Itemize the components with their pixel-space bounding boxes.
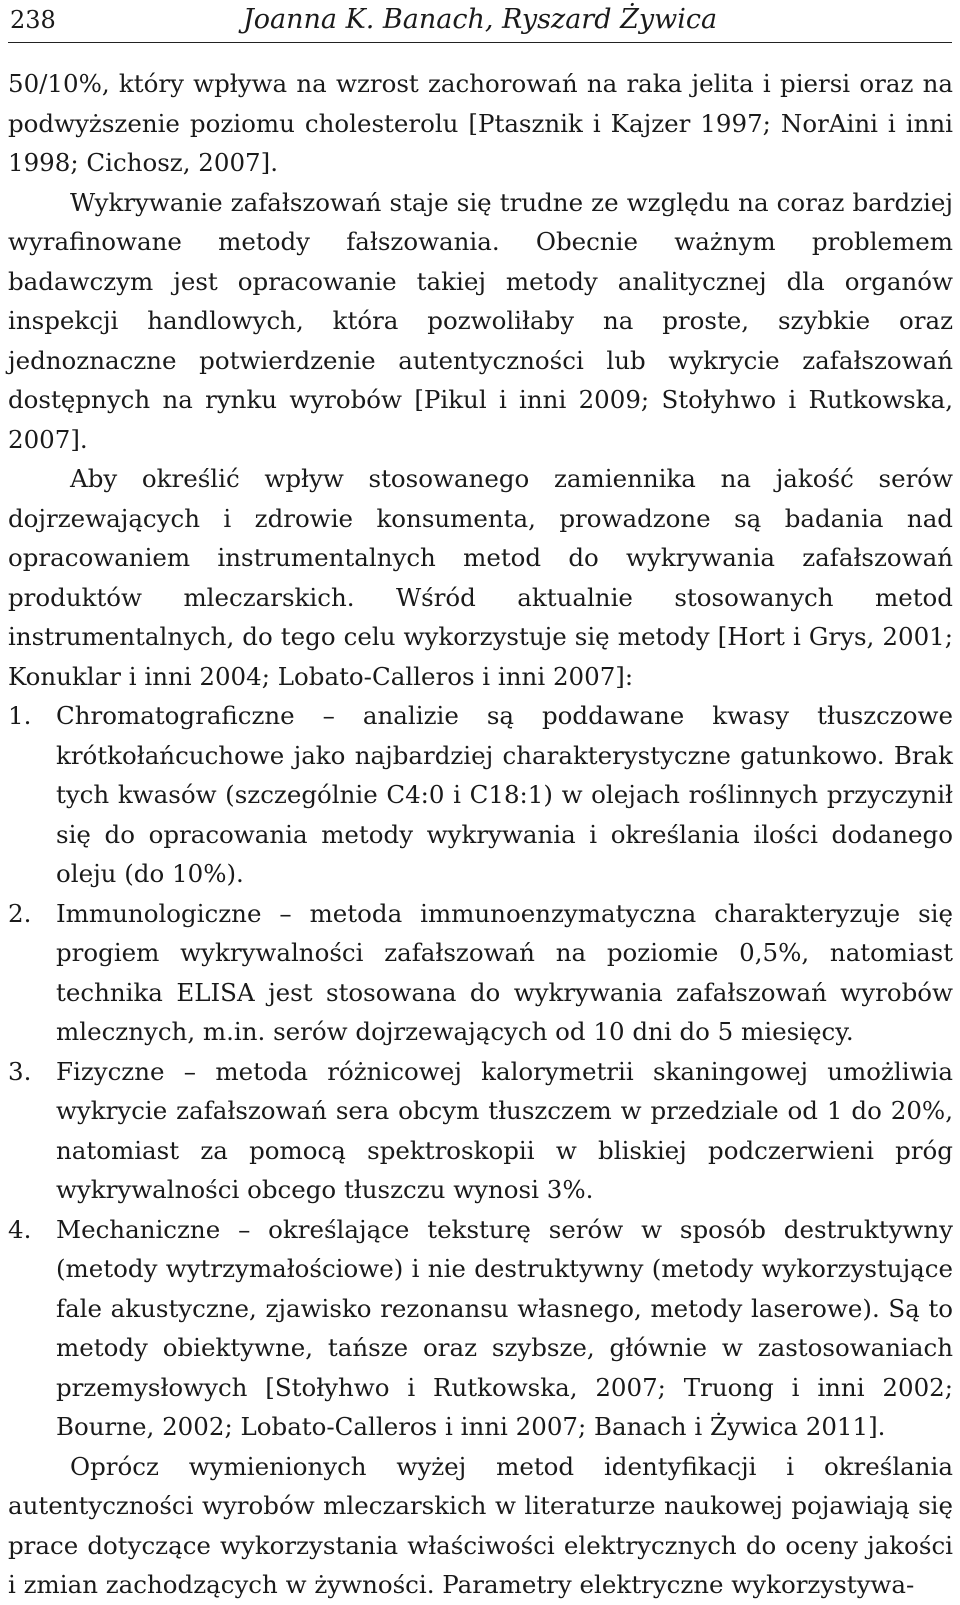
page-header	[8, 0, 952, 43]
list-item	[8, 894, 953, 1052]
list-item-text: Mechaniczne – określające teksturę serów w sposób destruktywny (metody wytrzymałościowe) i nie destruktywny (metody wykorzystujące fale akustyczne, zjawisko rezonansu własnego, metody laserowe). Są to metody obiektywne, tańsze oraz szybsze, głównie w zastosowaniach przemysłowych [Stołyhwo i Rutkowska, 2007; Truong i inni 2002; Bourne, 2002; Lobato-Calleros i inni 2007; Banach i Żywica 2011].	[56, 1214, 953, 1441]
list-item	[8, 696, 953, 894]
list-item-text: Fizyczne – metoda różnicowej kalorymetrii skaningowej umożliwia wykrycie zafałszowań sera obcym tłuszczem w przedziale od 1 do 20%, natomiast za pomocą spektroskopii w bliskiej podczerwieni próg wykrywalności obcego tłuszczu wynosi 3%.	[56, 1056, 953, 1204]
paragraph-electrical-properties: Oprócz wymienionych wyżej metod identyfikacji i określania autentyczności wyrobów mleczarskich w literaturze naukowej pojawiają się prace dotyczące wykorzystania właściwości elektrycznych do oceny jakości i zmian zachodzących w żywności. Parametry elektryczne wykorzystywa-	[8, 1451, 953, 1599]
list-item-text: Immunologiczne – metoda immunoenzymatyczna charakteryzuje się progiem wykrywalności zafałszowań na poziomie 0,5%, natomiast technika ELISA jest stosowana do wykrywania zafałszowań wyrobów mlecznych, m.in. serów dojrzewających od 10 dni do 5 miesięcy.	[56, 898, 953, 1046]
list-item	[8, 1052, 953, 1210]
list-item-number: 4.	[8, 1214, 32, 1244]
list-item-number: 2.	[8, 898, 32, 928]
list-item-number: 1.	[8, 701, 32, 730]
list-item-text: Chromatograficzne – analizie są poddawane kwasy tłuszczowe krótkołańcuchowe jako najbardziej charakterystyczne gatunkowo. Brak tych kwasów (szczególnie C4:0 i C18:1) w olejach roślinnych przyczynił się do opracowania metody wykrywania i określania ilości dodanego oleju (do 10%).	[56, 701, 953, 888]
list-item	[8, 1210, 953, 1447]
paragraph-adulteration-detection: Wykrywanie zafałszowań staje się trudne ze względu na coraz bardziej wyrafinowane metody fałszowania. Obecnie ważnym problemem badawczym jest opracowanie takiej metody analitycznej dla organów inspekcji handlowych, która pozwoliłaby na proste, szybkie oraz jednoznaczne potwierdzenie autentyczności lub wykrycie zafałszowań dostępnych na rynku wyrobów [Pikul i inni 2009; Stołyhwo i Rutkowska, 2007].	[8, 187, 953, 454]
article-body	[8, 64, 953, 1605]
methods-list	[8, 696, 953, 1447]
list-item-number: 3.	[8, 1056, 32, 1086]
paragraph-instrumental-methods: Aby określić wpływ stosowanego zamiennika na jakość serów dojrzewających i zdrowie konsumenta, prowadzone są badania nad opracowaniem instrumentalnych metod do wykrywania zafałszowań produktów mleczarskich. Wśród aktualnie stosowanych metod instrumentalnych, do tego celu wykorzystuje się metody [Hort i Grys, 2001; Konuklar i inni 2004; Lobato-Calleros i inni 2007]:	[8, 464, 953, 691]
paragraph-continuation: 50/10%, który wpływa na wzrost zachorowań na raka jelita i piersi oraz na podwyższenie poziomu cholesterolu [Ptasznik i Kajzer 1997; NorAini i inni 1998; Cichosz, 2007].	[8, 69, 953, 177]
page-number: 238	[10, 6, 56, 34]
running-head: Joanna K. Banach, Ryszard Żywica	[242, 4, 718, 35]
